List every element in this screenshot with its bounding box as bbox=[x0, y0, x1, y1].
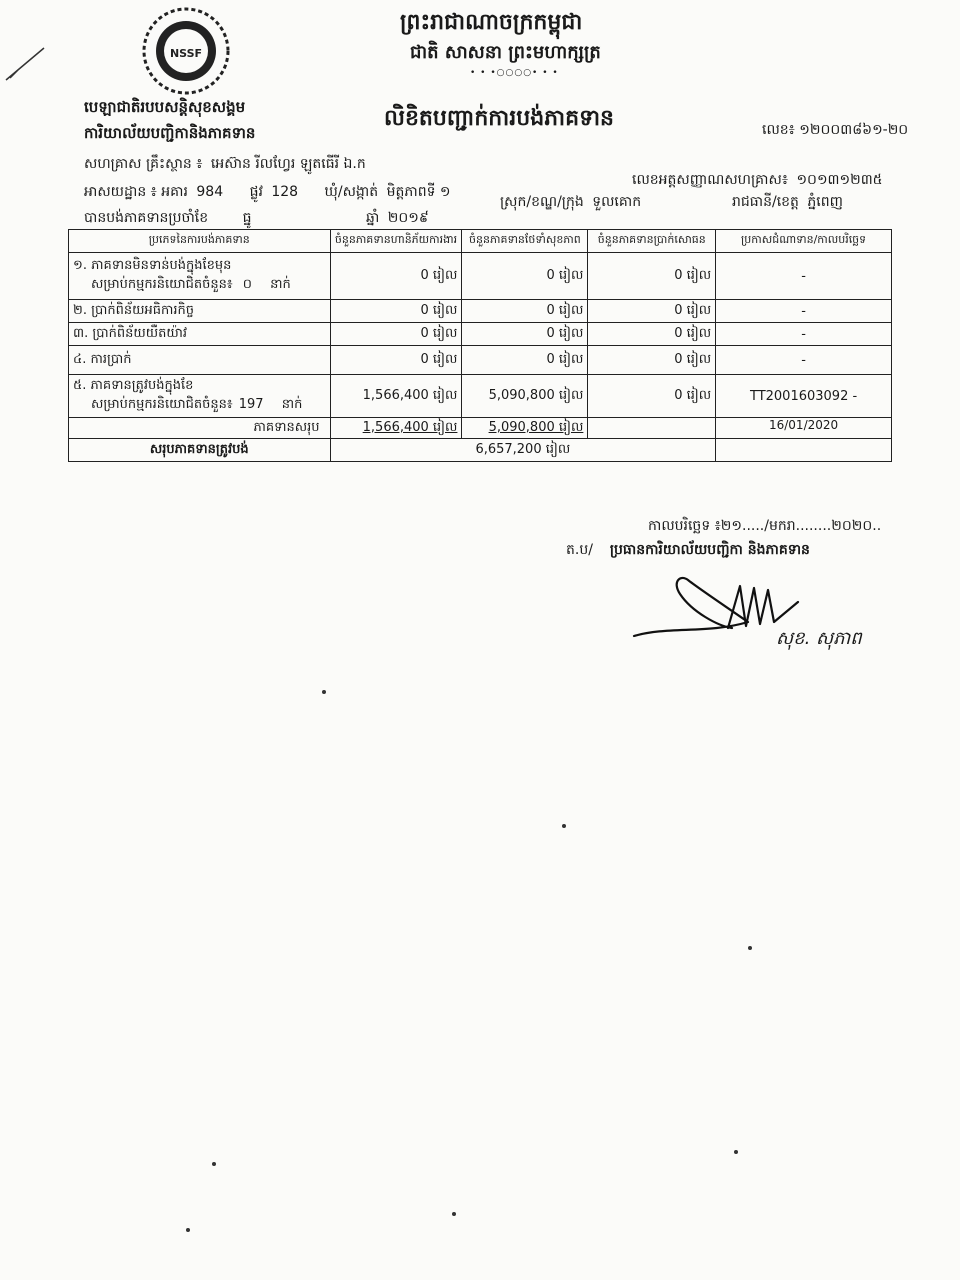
worker-count-label: សម្រាប់កម្មករនិយោជិតចំនួន៖ bbox=[91, 277, 233, 292]
total-row bbox=[69, 439, 892, 462]
year-label: ឆ្នាំ bbox=[365, 210, 380, 226]
subtotal-health-care: 5,090,800 រៀល bbox=[462, 418, 588, 439]
district-value: ទួលគោក bbox=[592, 194, 642, 210]
scan-speck bbox=[748, 946, 752, 950]
kingdom-line-1: ព្រះរាជាណាចក្រកម្ពុជា bbox=[400, 10, 583, 35]
street-value: 128 bbox=[271, 184, 299, 200]
total-empty-cell bbox=[716, 439, 892, 462]
column-header: ចំនួនភាគទានថែទាំសុខភាព bbox=[462, 230, 588, 253]
signer-name: សុខ. សុភាព bbox=[776, 628, 862, 649]
column-header: ចំនួនភាគទានហានិភ័យការងារ bbox=[330, 230, 462, 253]
row-label: ៣. ប្រាក់ពិន័យយឺតយ៉ាវ bbox=[69, 323, 331, 346]
subtotal-label: ភាគទានសរុប bbox=[69, 418, 331, 439]
province-label: រាជធានី/ខេត្ត bbox=[732, 194, 799, 210]
occupational-risk-value: 0 រៀល bbox=[330, 323, 462, 346]
health-care-value: 0 រៀល bbox=[462, 253, 588, 300]
subtotal-occupational-risk: 1,566,400 រៀល bbox=[330, 418, 462, 439]
receipt-value: - bbox=[716, 300, 892, 323]
kingdom-line-2: ជាតិ សាសនា ព្រះមហាក្សត្រ bbox=[410, 42, 601, 63]
receipt-value: - bbox=[716, 346, 892, 375]
pension-value: 0 រៀល bbox=[588, 375, 716, 418]
building-value: 984 bbox=[196, 184, 224, 200]
worker-unit: នាក់ bbox=[270, 277, 291, 292]
table-row bbox=[69, 346, 892, 375]
row-label-line: ៥. ភាគទានត្រូវបង់ក្នុងខែ bbox=[73, 378, 194, 393]
worker-count: ០ bbox=[242, 277, 252, 292]
receipt-value: TT2001603092 - bbox=[716, 375, 892, 418]
pension-value: 0 រៀល bbox=[588, 300, 716, 323]
address-line bbox=[84, 182, 451, 203]
document-title: លិខិតបញ្ជាក់ការបង់ភាគទាន bbox=[384, 106, 614, 131]
province-value: ភ្នំពេញ bbox=[807, 194, 843, 210]
row-label-line bbox=[73, 276, 326, 295]
address-label: អាសយដ្ឋាន ៖ អគារ bbox=[84, 184, 188, 200]
logo-text: NSSF bbox=[169, 47, 203, 60]
district-line bbox=[500, 192, 641, 213]
ref-label: លេខ៖ bbox=[762, 122, 795, 138]
scan-speck bbox=[212, 1162, 216, 1166]
reg-value: ១០១៣១២៣៥ bbox=[796, 172, 883, 188]
row-label-line bbox=[73, 396, 326, 415]
pension-value: 0 រៀល bbox=[588, 323, 716, 346]
scan-speck bbox=[322, 690, 326, 694]
province-line bbox=[732, 192, 843, 213]
row-label: ៤. ការប្រាក់ bbox=[69, 346, 331, 375]
occupational-risk-value: 0 រៀល bbox=[330, 300, 462, 323]
health-care-value: 0 រៀល bbox=[462, 323, 588, 346]
column-header: ប្រកាសជំណាទាន/កាលបរិច្ឆេទ bbox=[716, 230, 892, 253]
occupational-risk-value: 0 រៀល bbox=[330, 346, 462, 375]
subtotal-row bbox=[69, 418, 892, 439]
enterprise-line bbox=[84, 154, 366, 175]
signatory-role bbox=[566, 540, 810, 561]
nssf-logo bbox=[138, 6, 234, 96]
org-office: ការិយាល័យបញ្ជិកានិងភាគទាន bbox=[84, 124, 256, 142]
occupational-risk-value: 0 រៀល bbox=[330, 253, 462, 300]
issue-date: កាលបរិច្ឆេទ ៖២១...../មករា........២០២០.. bbox=[648, 518, 882, 534]
commune-value: មិត្តភាពទី ១ bbox=[386, 184, 451, 200]
year-value: ២០១៩ bbox=[387, 210, 429, 226]
health-care-value: 0 រៀល bbox=[462, 346, 588, 375]
org-name: បេឡាជាតិរបបសន្តិសុខសង្គម bbox=[84, 98, 246, 116]
row-label: ២. ប្រាក់ពិន័យអធិការកិច្ច bbox=[69, 300, 331, 323]
table-row bbox=[69, 323, 892, 346]
ref-value: ១២០០៣៨៦១-២០ bbox=[799, 122, 909, 138]
contribution-table bbox=[68, 229, 892, 462]
scan-speck bbox=[562, 824, 566, 828]
receipt-date: 16/01/2020 bbox=[716, 418, 892, 439]
reg-label: លេខអត្តសញ្ញាណសហគ្រាស៖ bbox=[632, 172, 788, 188]
worker-count-label: សម្រាប់កម្មករនិយោជិតចំនួន៖ bbox=[91, 397, 233, 412]
pension-value: 0 រៀល bbox=[588, 346, 716, 375]
enterprise-value: អេស៊ាន រីលហ្វែរ ឡូតធើរី ឯ.ក bbox=[210, 156, 366, 172]
street-label: ផ្លូវ bbox=[249, 184, 263, 200]
table-row bbox=[69, 253, 892, 300]
scan-speck bbox=[452, 1212, 456, 1216]
receipt-value: - bbox=[716, 323, 892, 346]
enterprise-label: សហគ្រាស គ្រឹះស្ថាន ៖ bbox=[84, 156, 203, 172]
paid-label: បានបង់ភាគទានប្រចាំខែ bbox=[84, 210, 209, 226]
role-prefix: ត.ប/ bbox=[566, 542, 593, 558]
row-label bbox=[69, 375, 331, 418]
table-header-row bbox=[69, 230, 892, 253]
kingdom-divider: • • •○○○○• • • bbox=[470, 68, 559, 78]
reference-number bbox=[762, 120, 908, 141]
worker-unit: នាក់ bbox=[281, 397, 303, 412]
district-label: ស្រុក/ខណ្ឌ/ក្រុង bbox=[500, 194, 584, 210]
occupational-risk-value: 1,566,400 រៀល bbox=[330, 375, 462, 418]
column-header: ចំនួនភាគទានប្រាក់សោធន bbox=[588, 230, 716, 253]
subtotal-pension bbox=[588, 418, 716, 439]
health-care-value: 0 រៀល bbox=[462, 300, 588, 323]
scan-speck bbox=[734, 1150, 738, 1154]
scan-speck bbox=[186, 1228, 190, 1232]
row-label bbox=[69, 253, 331, 300]
worker-count: 197 bbox=[238, 397, 264, 412]
total-value: 6,657,200 រៀល bbox=[330, 439, 716, 462]
paid-month-line bbox=[84, 208, 429, 229]
pension-value: 0 រៀល bbox=[588, 253, 716, 300]
pen-mark bbox=[4, 44, 48, 84]
row-label-line: ១. ភាគទានមិនទាន់បង់ក្នុងខែមុន bbox=[73, 258, 232, 273]
role-title: ប្រធានការិយាល័យបញ្ជិកា និងភាគទាន bbox=[609, 542, 810, 558]
receipt-value: - bbox=[716, 253, 892, 300]
month-value: ធ្នូ bbox=[242, 210, 252, 226]
registration-line bbox=[632, 170, 883, 191]
health-care-value: 5,090,800 រៀល bbox=[462, 375, 588, 418]
column-header: ប្រភេទនៃការបង់ភាគទាន bbox=[69, 230, 331, 253]
total-label: សរុបភាគទានត្រូវបង់ bbox=[69, 439, 331, 462]
table-row bbox=[69, 300, 892, 323]
table-row bbox=[69, 375, 892, 418]
commune-label: ឃុំ/សង្កាត់ bbox=[324, 184, 379, 200]
